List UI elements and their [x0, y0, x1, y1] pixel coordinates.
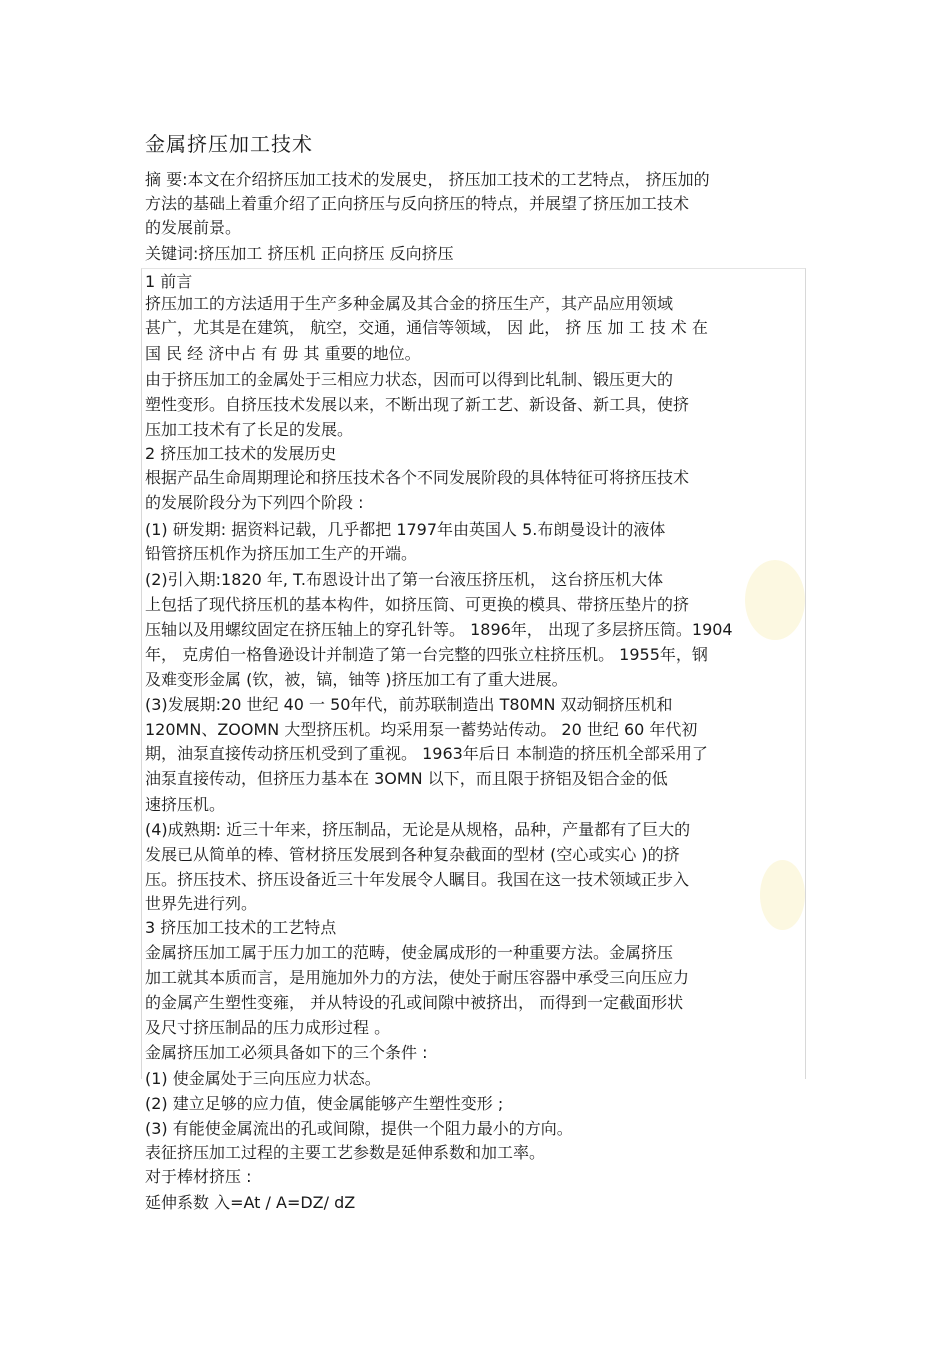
body-line: 120MN、ZOOMN 大型挤压机。均采用泵一蓄势站传动。 20 世纪 60 年代初	[145, 720, 698, 739]
document-title: 金属挤压加工技术	[145, 132, 313, 156]
body-line: 甚广，尤其是在建筑， 航空，交通，通信等领域， 因 此， 挤 压 加 工 技 术 在	[145, 318, 708, 337]
body-line: 压加工技术有了长足的发展。	[145, 420, 354, 439]
body-line: 及尺寸挤压制品的压力成形过程 。	[145, 1018, 391, 1037]
section-heading: 1 前言	[145, 272, 193, 291]
body-line: 对于棒材挤压 :	[145, 1167, 252, 1186]
body-line: 及难变形金属 (钦，被，镐，铀等 )挤压加工有了重大进展。	[145, 670, 568, 689]
body-line: 的金属产生塑性变雍， 并从特设的孔或间隙中被挤出， 而得到一定截面形状	[145, 993, 684, 1012]
body-line: (1) 研发期: 据资料记载，几乎都把 1797年由英国人 5.布朗曼设计的液体	[145, 520, 666, 539]
body-line: 表征挤压加工过程的主要工艺参数是延伸系数和加工率。	[145, 1143, 546, 1162]
body-line: (3)发展期:20 世纪 40 一 50年代，前苏联制造出 T80MN 双动铜挤压机和	[145, 695, 673, 714]
body-line: 加工就其本质而言，是用施加外力的方法，使处于耐压容器中承受三向压应力	[145, 968, 690, 987]
keywords: 关键词:挤压加工 挤压机 正向挤压 反向挤压	[145, 244, 454, 263]
body-line: 期，油泵直接传动挤压机受到了重视。 1963年后日 本制造的挤压机全部采用了	[145, 744, 708, 763]
body-line: 由于挤压加工的金属处于三相应力状态，因而可以得到比轧制、锻压更大的	[145, 370, 674, 389]
body-line: 金属挤压加工属于压力加工的范畴，使金属成形的一种重要方法。金属挤压	[145, 943, 674, 962]
body-line: 铅管挤压机作为挤压加工生产的开端。	[145, 544, 418, 563]
body-line: 挤压加工的方法适用于生产多种金属及其合金的挤压生产，其产品应用领域	[145, 294, 674, 313]
abstract-line: 的发展前景。	[145, 218, 242, 237]
section-heading: 2 挤压加工技术的发展历史	[145, 444, 337, 463]
section-heading: 3 挤压加工技术的工艺特点	[145, 918, 337, 937]
formula-line: 延伸系数 入=At / A=DZ/ dZ	[145, 1193, 356, 1212]
body-line: 的发展阶段分为下列四个阶段 :	[145, 493, 364, 512]
body-line: (2)引入期:1820 年, T.布恩设计出了第一台液压挤压机， 这台挤压机大体	[145, 570, 664, 589]
body-line: 压。挤压技术、挤压设备近三十年发展令人瞩目。我国在这一技术领域正步入	[145, 870, 690, 889]
body-line: 世界先进行列。	[145, 894, 258, 913]
body-line: 金属挤压加工必须具备如下的三个条件 :	[145, 1043, 428, 1062]
body-line: 根据产品生命周期理论和挤压技术各个不同发展阶段的具体特征可将挤压技术	[145, 468, 690, 487]
body-line: 国 民 经 济中占 有 毋 其 重要的地位。	[145, 344, 421, 363]
body-line: 油泵直接传动，但挤压力基本在 3OMN 以下，而且限于挤铝及铝合金的低	[145, 769, 668, 788]
body-line: 上包括了现代挤压机的基本构件，如挤压筒、可更换的模具、带挤压垫片的挤	[145, 595, 690, 614]
body-line: 速挤压机。	[145, 795, 226, 814]
abstract-line: 方法的基础上着重介绍了正向挤压与反向挤压的特点，并展望了挤压加工技术	[145, 194, 690, 213]
body-line: 发展已从简单的棒、管材挤压发展到各种复杂截面的型材 (空心或实心 )的挤	[145, 845, 680, 864]
body-line: 压轴以及用螺纹固定在挤压轴上的穿孔针等。 1896年， 出现了多层挤压筒。1904	[145, 620, 733, 639]
body-line: 年， 克虏伯一格鲁逊设计并制造了第一台完整的四张立柱挤压机。 1955年，钢	[145, 645, 708, 664]
body-line: (2) 建立足够的应力值，使金属能够产生塑性变形 ;	[145, 1094, 504, 1113]
body-line: (1) 使金属处于三向压应力状态。	[145, 1069, 381, 1088]
body-line: (3) 有能使金属流出的孔或间隙，提供一个阻力最小的方向。	[145, 1119, 573, 1138]
abstract-line: 摘 要:本文在介绍挤压加工技术的发展史， 挤压加工技术的工艺特点， 挤压加的	[145, 170, 710, 189]
body-line: (4)成熟期: 近三十年来，挤压制品，无论是从规格，品种，产量都有了巨大的	[145, 820, 691, 839]
body-line: 塑性变形。自挤压技术发展以来，不断出现了新工艺、新设备、新工具，使挤	[145, 395, 690, 414]
